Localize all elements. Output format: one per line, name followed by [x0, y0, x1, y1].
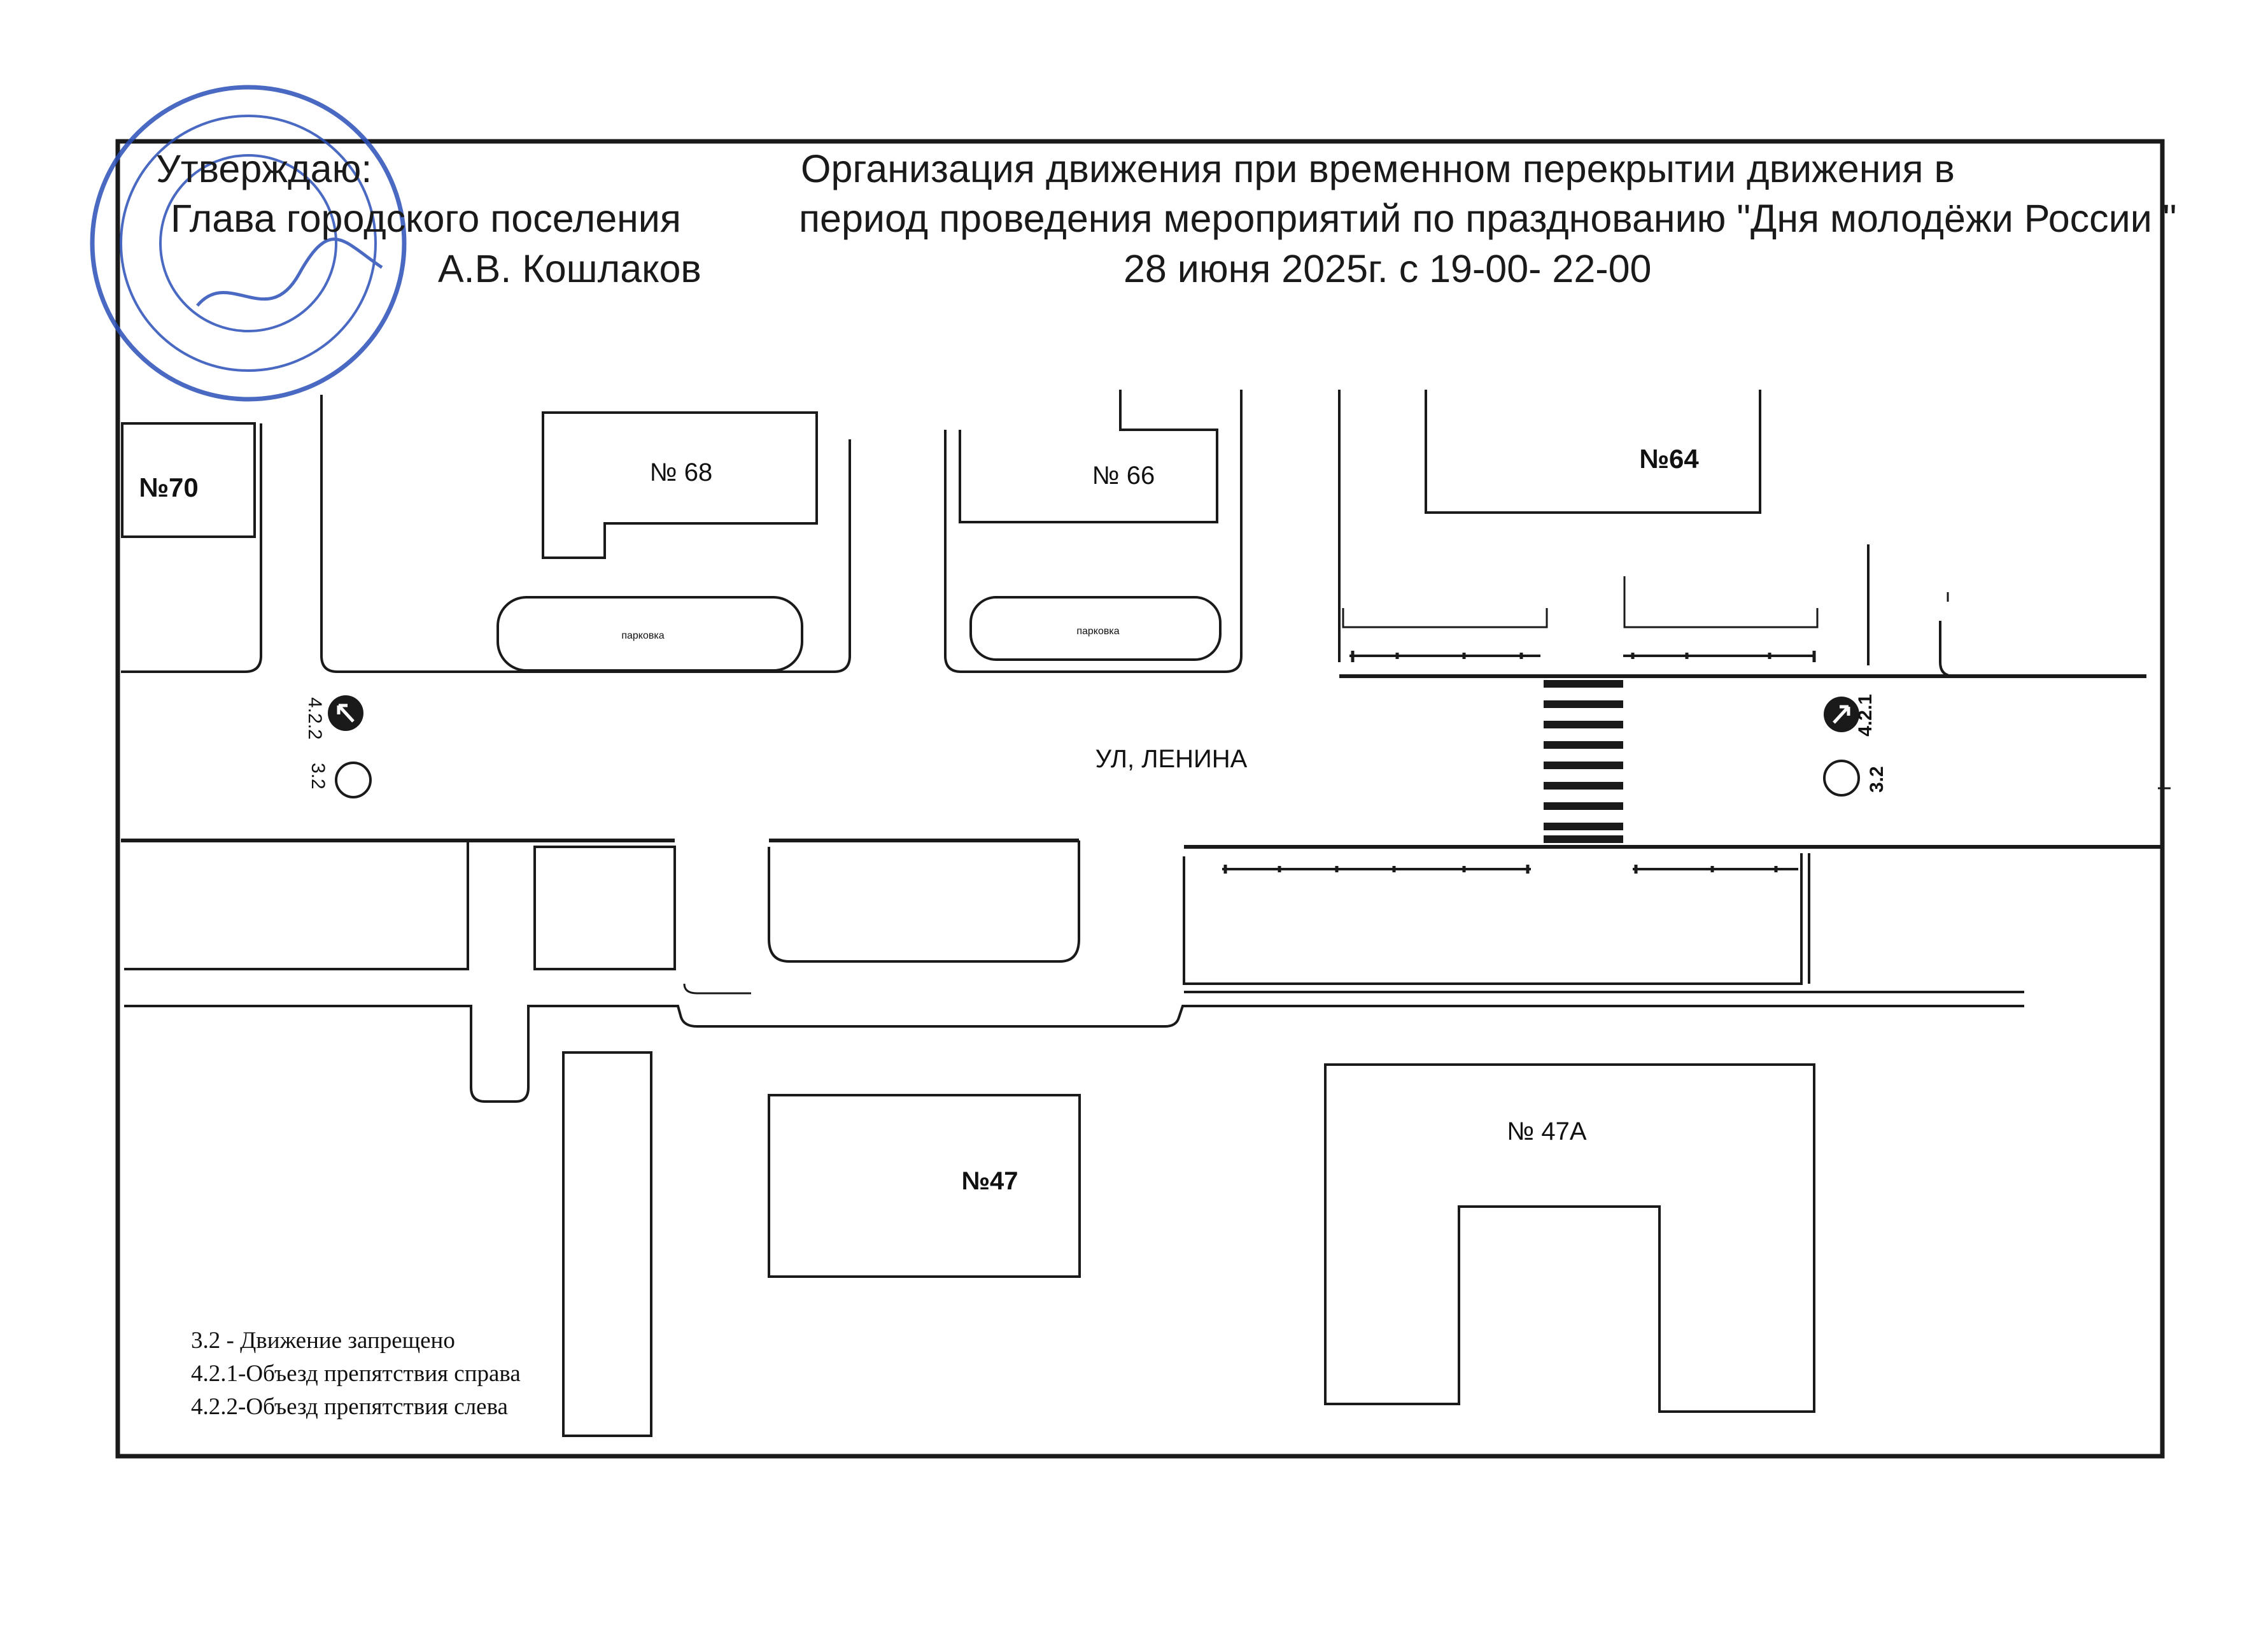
- parking-68-label: парковка: [621, 630, 665, 641]
- building-47a-label: № 47А: [1507, 1117, 1587, 1145]
- kerb-south-west: [121, 840, 468, 969]
- approval-line-1: Утверждаю:: [156, 147, 372, 190]
- parking-66-label: парковка: [1076, 626, 1120, 637]
- title-line-2: период проведения мероприятий по празднованию "Дня молодёжи России ": [799, 197, 2177, 240]
- kerb-south-island: [535, 847, 675, 969]
- sign-east-detour-code: 4.2.1: [1855, 694, 1876, 737]
- legend-item-4-2-1: 4.2.1-Объезд препятствия справа: [191, 1361, 521, 1387]
- sign-east-detour-right: [1824, 697, 1859, 732]
- pedestrian-crossing: [1544, 680, 1623, 843]
- kerb-north-west: [121, 423, 261, 672]
- building-68-label: № 68: [649, 458, 713, 486]
- official-stamp: [92, 87, 404, 399]
- title-line-3: 28 июня 2025г. с 19-00- 22-00: [1123, 247, 1652, 290]
- building-47: [769, 1095, 1080, 1277]
- sign-west-detour-code: 4.2.2: [304, 697, 325, 740]
- sign-west-no-entry: [336, 763, 370, 797]
- building-47a: [1325, 1065, 1814, 1412]
- building-66: [960, 390, 1217, 522]
- building-47-label: №47: [961, 1167, 1018, 1195]
- sign-west-no-entry-code: 3.2: [307, 763, 328, 790]
- sign-west-detour-left: [328, 695, 363, 731]
- kerb-south-parking: [769, 840, 1079, 961]
- approval-line-2: Глава городского поселения: [171, 197, 681, 240]
- title-line-1: Организация движения при временном перекрытии движения в: [801, 147, 1955, 190]
- sign-east-no-entry: [1824, 761, 1859, 795]
- legend-item-3-2: 3.2 - Движение запрещено: [191, 1328, 455, 1354]
- sign-east-no-entry-code: 3.2: [1866, 766, 1887, 793]
- map-frame: [118, 141, 2162, 1456]
- legend-item-4-2-2: 4.2.2-Объезд препятствия слева: [191, 1394, 508, 1420]
- street-label: УЛ, ЛЕНИНА: [1095, 745, 1248, 773]
- kerb-block-68: [321, 395, 850, 672]
- legend: [191, 1324, 521, 1424]
- building-70-label: №70: [139, 472, 199, 502]
- building-south-strip: [563, 1052, 651, 1436]
- signature-stroke: [197, 239, 382, 306]
- building-64: [1426, 390, 1760, 513]
- service-road-south: [124, 1006, 2024, 1102]
- building-64-label: №64: [1639, 444, 1699, 474]
- approval-signatory: А.В. Кошлаков: [438, 247, 701, 290]
- building-66-label: № 66: [1092, 462, 1155, 490]
